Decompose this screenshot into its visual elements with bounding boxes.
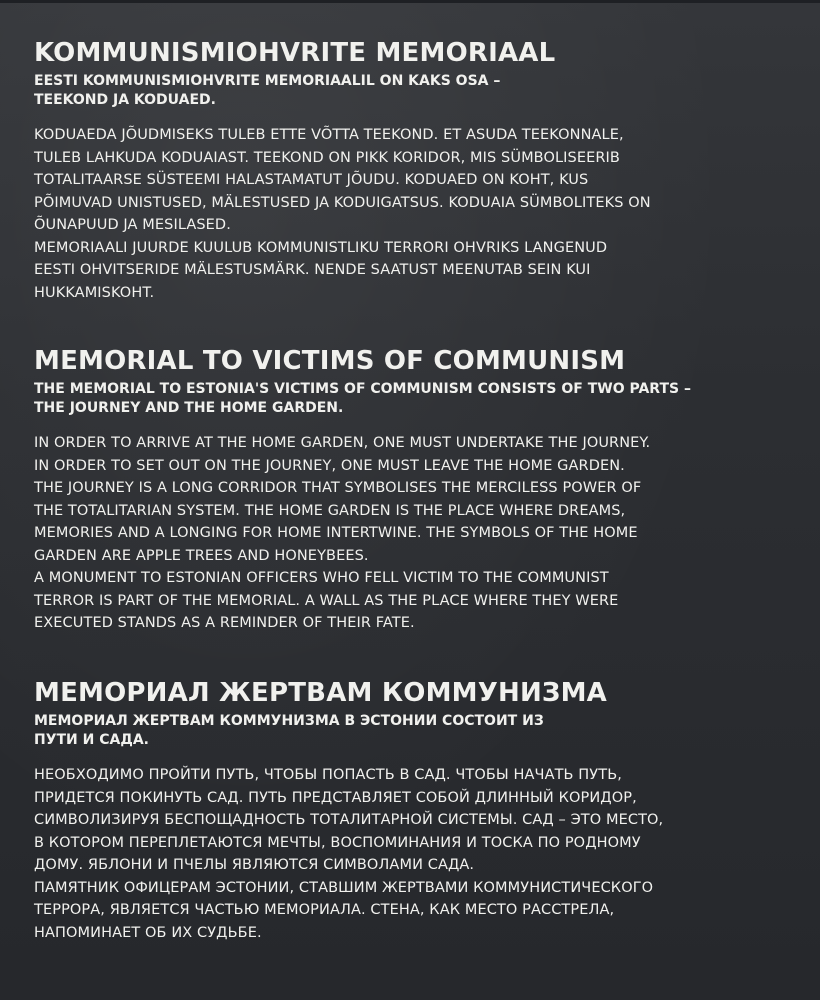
section-subtitle: МЕМОРИАЛ ЖЕРТВАМ КОММУНИЗМА В ЭСТОНИИ СОСТОИТ ИЗ ПУТИ И САДА. (34, 713, 544, 748)
body-line: НЕОБХОДИМО ПРОЙТИ ПУТЬ, ЧТОБЫ ПОПАСТЬ В САД. ЧТОБЫ НАЧАТЬ ПУТЬ, (34, 767, 622, 783)
body-line: ТЕРРОРА, ЯВЛЯЕТСЯ ЧАСТЬЮ МЕМОРИАЛА. СТЕНА, КАК МЕСТО РАССТРЕЛА, (34, 902, 615, 918)
section-body (34, 124, 804, 304)
section-body (34, 764, 804, 944)
body-line: TULEB LAHKUDA KODUAIAST. TEEKOND ON PIKK KORIDOR, MIS SÜMBOLISEERIB (34, 149, 620, 166)
body-line: MEMORIES AND A LONGING FOR HOME INTERTWINE. THE SYMBOLS OF THE HOME (34, 525, 638, 541)
section-subtitle: EESTI KOMMUNISMIOHVRITE MEMORIAALIL ON KAKS OSA – TEEKOND JA KODUAED. (34, 73, 501, 108)
body-line: TOTALITAARSE SÜSTEEMI HALASTAMATUT JÕUDU. KODUAED ON KOHT, KUS (34, 172, 589, 188)
body-line: EESTI OHVITSERIDE MÄLESTUSMÄRK. NENDE SAATUST MEENUTAB SEIN KUI (34, 262, 591, 278)
body-line: THE JOURNEY IS A LONG CORRIDOR THAT SYMBOLISES THE MERCILESS POWER OF (34, 480, 642, 496)
body-line: HUKKAMISKOHT. (34, 284, 155, 301)
body-line: НАПОМИНАЕТ ОБ ИХ СУДЬБЕ. (34, 924, 262, 941)
body-line: ПРИДЕТСЯ ПОКИНУТЬ САД. ПУТЬ ПРЕДСТАВЛЯЕТ СОБОЙ ДЛИННЫЙ КОРИДОР, (34, 789, 637, 806)
section-russian (34, 678, 804, 944)
section-estonian (34, 38, 804, 304)
section-title: МЕМОРИАЛ ЖЕРТВАМ КОММУНИЗМА (34, 678, 607, 708)
section-title: MEMORIAL TO VICTIMS OF COMMUNISM (34, 346, 626, 376)
body-line: GARDEN ARE APPLE TREES AND HONEYBEES. (34, 547, 369, 564)
body-line: TERROR IS PART OF THE MEMORIAL. A WALL AS THE PLACE WHERE THEY WERE (34, 592, 619, 609)
section-body (34, 432, 804, 635)
body-line: MEMORIAALI JUURDE KUULUB KOMMUNISTLIKU TERRORI OHVRIKS LANGENUD (34, 239, 608, 256)
sign-top-edge (0, 0, 820, 3)
body-line: IN ORDER TO ARRIVE AT THE HOME GARDEN, ONE MUST UNDERTAKE THE JOURNEY. (34, 435, 651, 451)
body-line: ДОМУ. ЯБЛОНИ И ПЧЕЛЫ ЯВЛЯЮТСЯ СИМВОЛАМИ САДА. (34, 857, 475, 873)
body-line: EXECUTED STANDS AS A REMINDER OF THEIR FATE. (34, 615, 415, 631)
section-title: KOMMUNISMIOHVRITE MEMORIAAL (34, 38, 556, 68)
body-line: СИМВОЛИЗИРУЯ БЕСПОЩАДНОСТЬ ТОТАЛИТАРНОЙ СИСТЕМЫ. САД – ЭТО МЕСТО, (34, 812, 664, 828)
body-line: PÕIMUVAD UNISTUSED, MÄLESTUSED JA KODUIGATSUS. KODUAIA SÜMBOLITEKS ON (34, 194, 651, 211)
body-line: KODUAEDA JÕUDMISEKS TULEB ETTE VÕTTA TEEKOND. ET ASUDA TEEKONNALE, (34, 127, 624, 143)
body-line: IN ORDER TO SET OUT ON THE JOURNEY, ONE MUST LEAVE THE HOME GARDEN. (34, 457, 625, 474)
body-line: THE TOTALITARIAN SYSTEM. THE HOME GARDEN IS THE PLACE WHERE DREAMS, (34, 502, 626, 519)
section-subtitle: THE MEMORIAL TO ESTONIA'S VICTIMS OF COMMUNISM CONSISTS OF TWO PARTS – THE JOURNEY AND THE HOME GARDEN. (34, 381, 691, 416)
body-line: В КОТОРОМ ПЕРЕПЛЕТАЮТСЯ МЕЧТЫ, ВОСПОМИНАНИЯ И ТОСКА ПО РОДНОМУ (34, 834, 641, 851)
body-line: ÕUNAPUUD JA MESILASED. (34, 217, 231, 233)
body-line: A MONUMENT TO ESTONIAN OFFICERS WHO FELL VICTIM TO THE COMMUNIST (34, 570, 609, 586)
section-english (34, 346, 804, 635)
body-line: ПАМЯТНИК ОФИЦЕРАМ ЭСТОНИИ, СТАВШИМ ЖЕРТВАМИ КОММУНИСТИЧЕСКОГО (34, 879, 654, 896)
